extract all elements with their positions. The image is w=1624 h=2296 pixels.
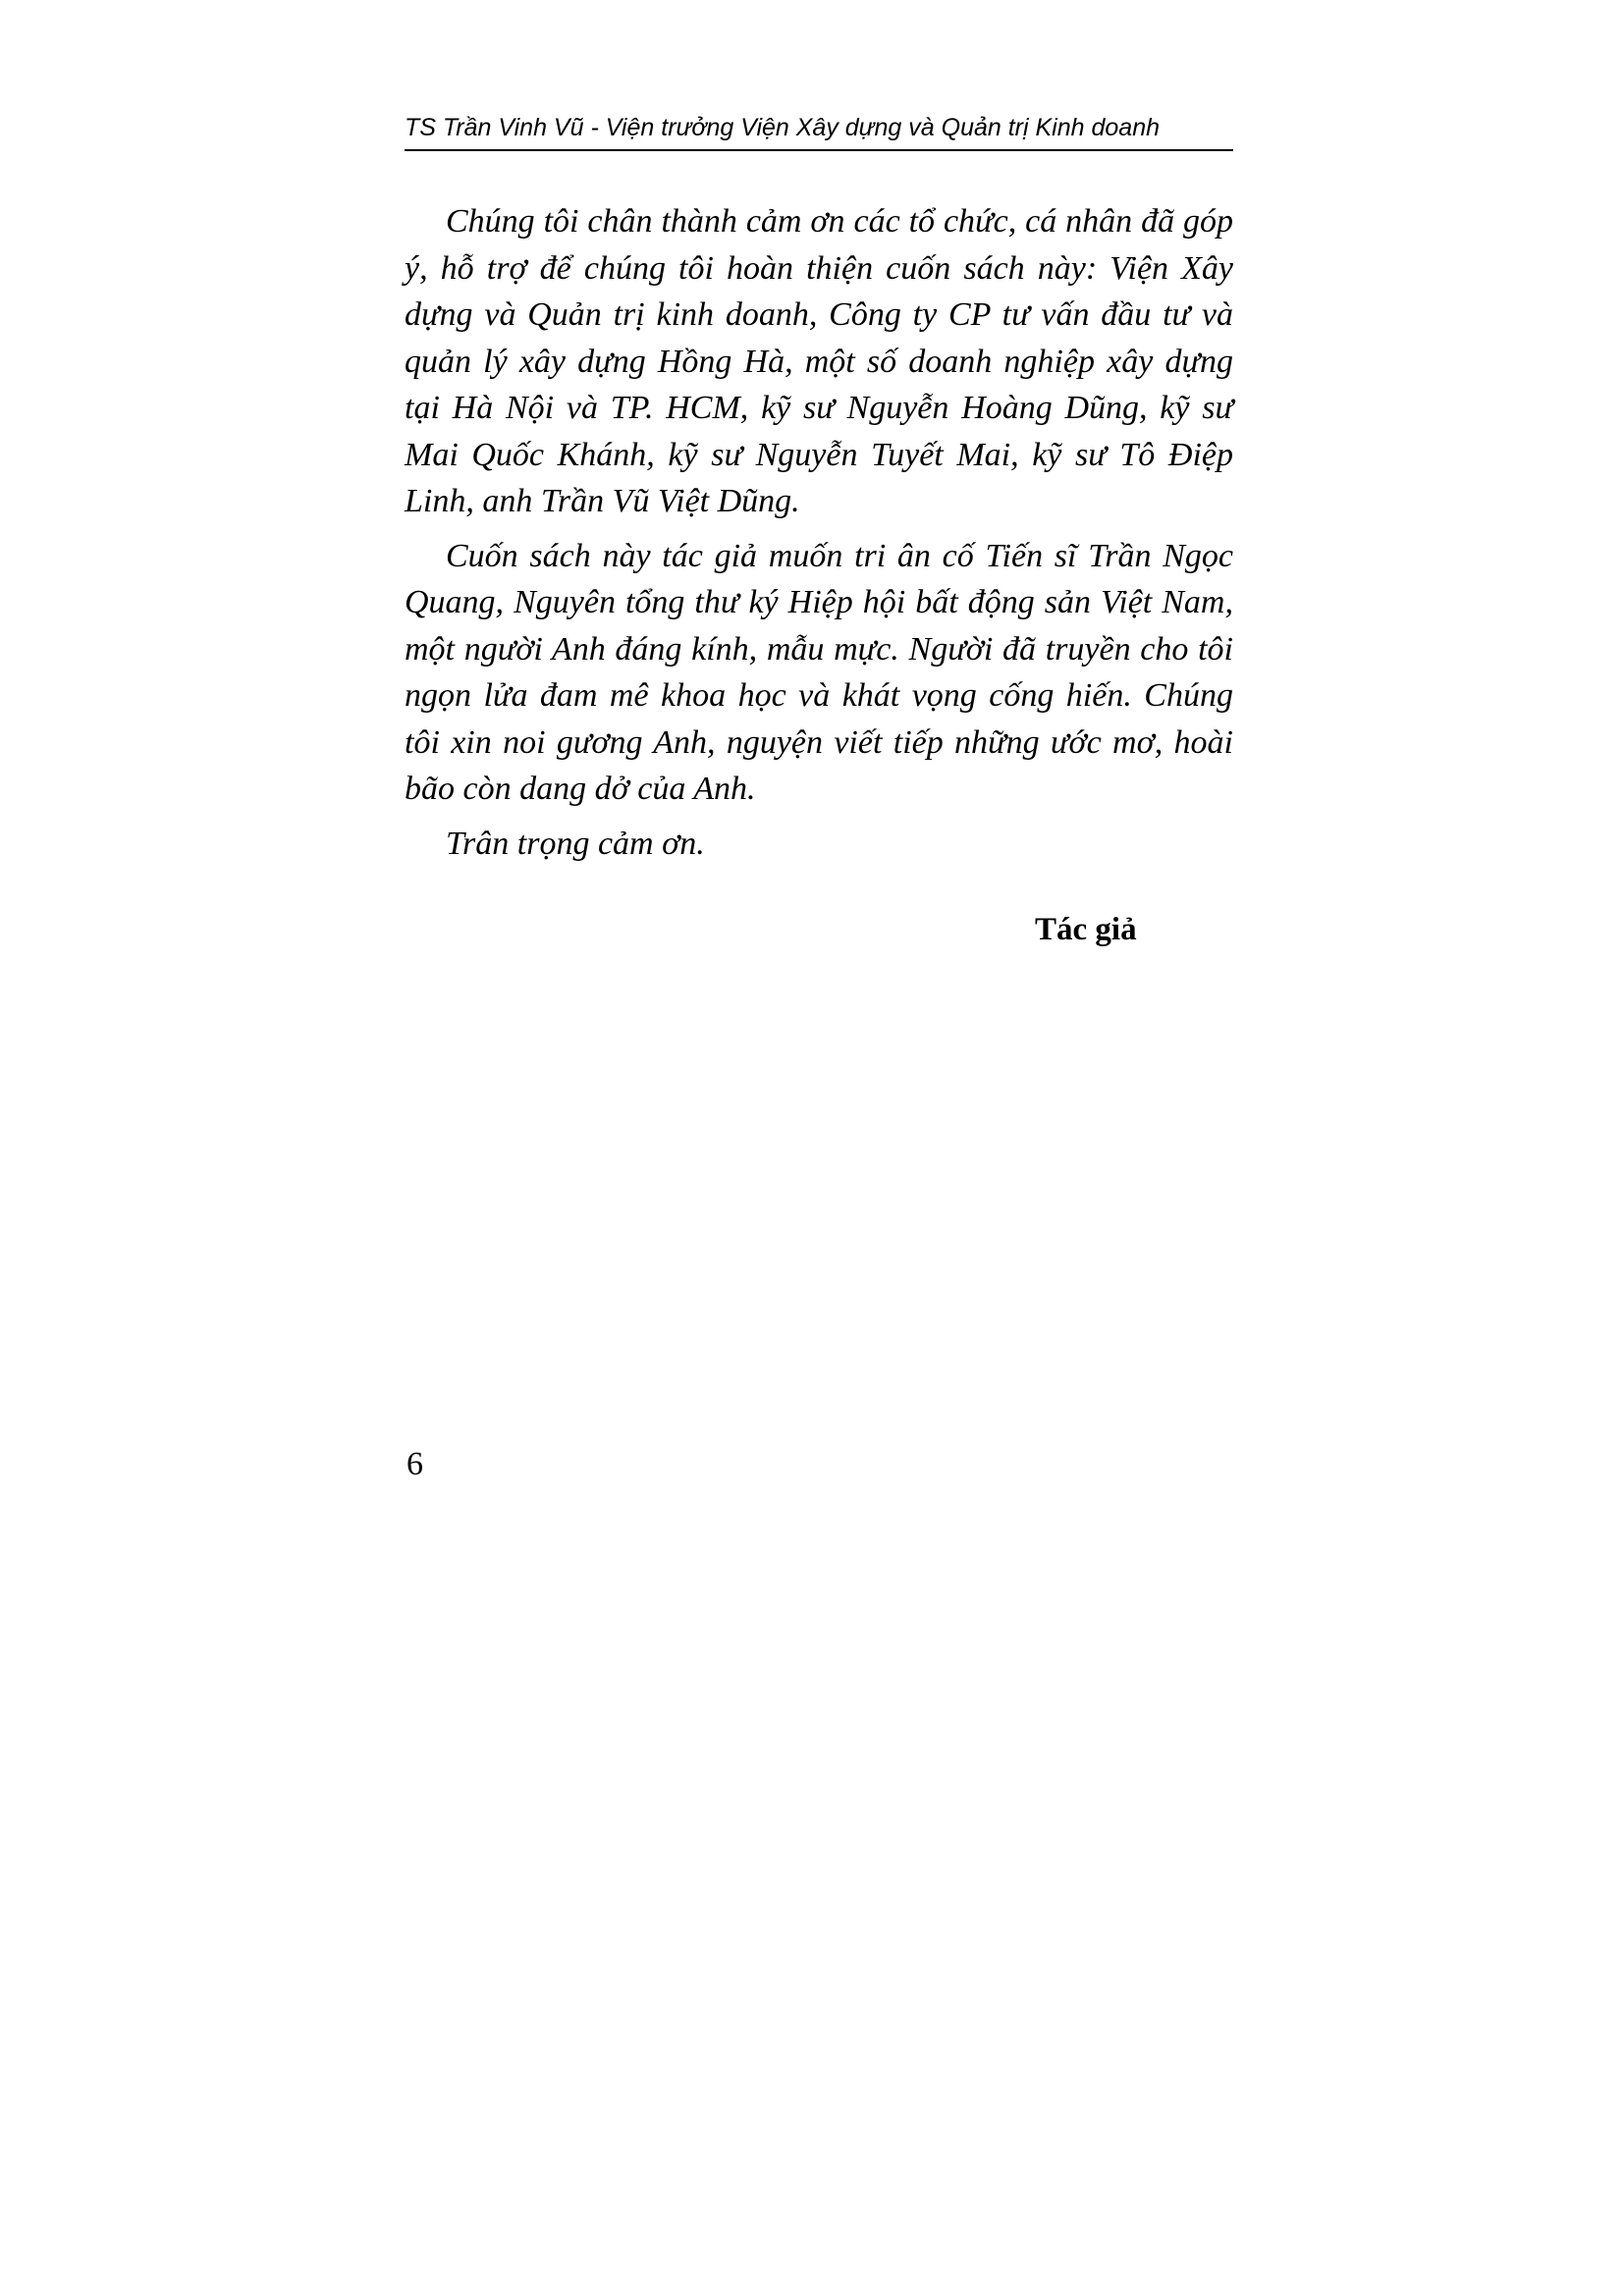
closing-line: Trân trọng cảm ơn. [446, 825, 705, 862]
running-header: TS Trần Vinh Vũ - Viện trưởng Viện Xây dựng và Quản trị Kinh doanh [405, 114, 1161, 141]
body-text [405, 198, 1233, 867]
page-number: 6 [406, 1446, 423, 1482]
dedication-paragraph: Cuốn sách này tác giả muốn tri ân cố Tiến sĩ Trần Ngọc Quang, Nguyên tổng thư ký Hiệp hội bất động sản Việt Nam, một người Anh đáng kính, mẫu mực. Người đã truyền cho tôi ngọn lửa đam mê khoa học và khát vọng cống hiến. Chúng tôi xin noi gương Anh, nguyện viết tiếp những ước mơ, hoài bão còn dang dở của Anh. [405, 537, 1233, 807]
acknowledgement-paragraph: Chúng tôi chân thành cảm ơn các tổ chức, cá nhân đã góp ý, hỗ trợ để chúng tôi hoàn thiện cuốn sách này: Viện Xây dựng và Quản trị kinh doanh, Công ty CP tư vấn đầu tư và quản lý xây dựng Hồng Hà, một số doanh nghiệp xây dựng tại Hà Nội và TP. HCM, kỹ sư Nguyễn Hoàng Dũng, kỹ sư Mai Quốc Khánh, kỹ sư Nguyễn Tuyết Mai, kỹ sư Tô Điệp Linh, anh Trần Vũ Việt Dũng. [405, 203, 1233, 519]
author-signature: Tác giả [1035, 912, 1137, 947]
header-rule [405, 149, 1233, 151]
